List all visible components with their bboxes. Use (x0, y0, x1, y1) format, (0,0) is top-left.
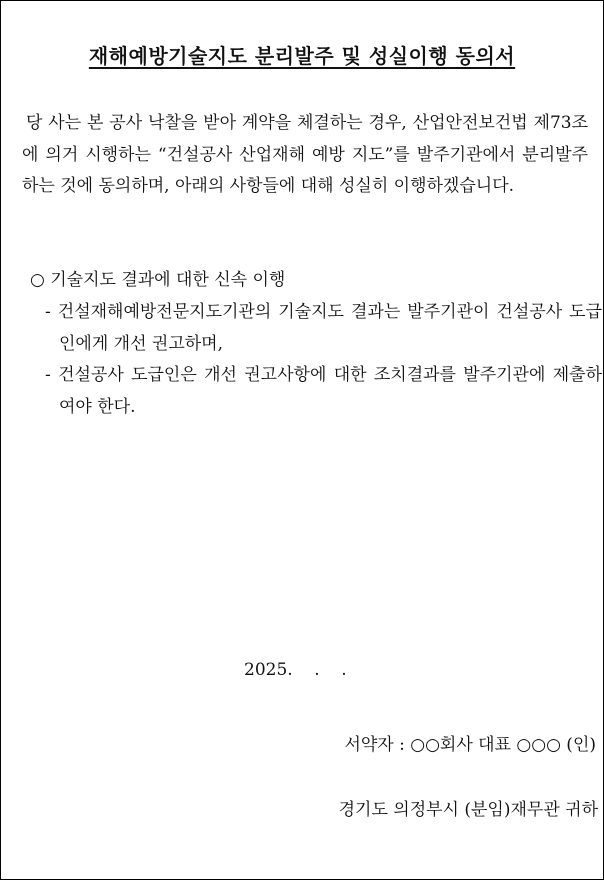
addressee-line: 경기도 의정부시 (분임)재무관 귀하 (338, 800, 598, 820)
signer-line: 서약자 : ○○회사 대표 ○○○ (인) (344, 735, 596, 755)
section-heading: ○ 기술지도 결과에 대한 신속 이행 (30, 270, 286, 290)
bullet-item-1: - 건설재해예방전문지도기관의 기술지도 결과는 발주기관이 건설공사 도급인에게 개선 권고하며, (45, 302, 602, 354)
date-line: 2025. . . (244, 660, 347, 680)
document-title: 재해예방기술지도 분리발주 및 성실이행 동의서 (88, 44, 516, 68)
intro-paragraph: 당 사는 본 공사 낙찰을 받아 계약을 체결하는 경우, 산업안전보건법 제73조에 의거 시행하는 “건설공사 산업재해 예방 지도”를 발주기관에서 분리발주하는 것에 동의하며, 아래의 사항들에 대해 성실히 이행하겠습니다. (22, 113, 588, 196)
bullet-item-2: - 건설공사 도급인은 개선 권고사항에 대한 조치결과를 발주기관에 제출하여야 한다. (45, 365, 602, 417)
